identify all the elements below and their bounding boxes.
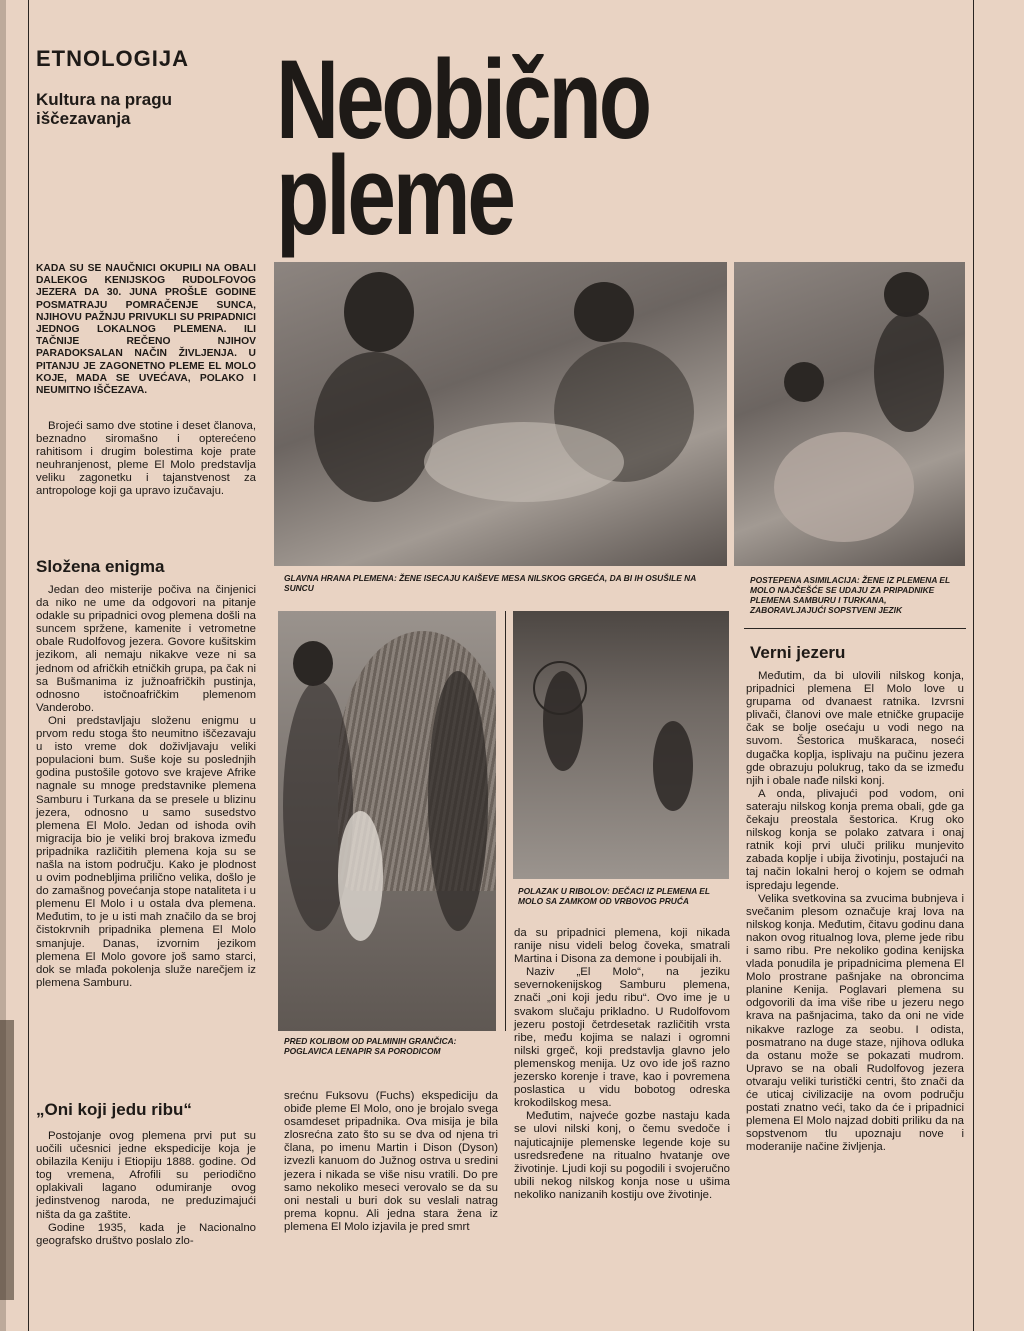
left-margin-rule — [28, 0, 29, 1331]
headline — [276, 37, 713, 258]
photo-chief-with-family — [278, 611, 496, 1031]
caption-boys-photo: POLAZAK U RIBOLOV: DEČACI IZ PLEMENA EL MOLO SA ZAMKOM OD VRBOVOG PRUĆA — [518, 886, 710, 906]
caption-hut-photo: PRED KOLIBOM OD PALMINIH GRANČICA: POGLAVICA LENAPIR SA PORODICOM — [284, 1036, 457, 1056]
caption-main-photo: GLAVNA HRANA PLEMENA: ŽENE ISECAJU KAIŠEVE MESA NILSKOG GRGEĆA, DA BI IH OSUŠILE NA SUNCU — [284, 573, 696, 593]
headline-line-2: pleme — [276, 133, 513, 258]
right-margin-rule — [973, 0, 974, 1331]
col2-paragraph-1: srećnu Fuksovu (Fuchs) ekspediciju da obiđe pleme El Molo, ono je brojalo svega osamdeset pripadnika. Ova misija je bila zlosrećna zato što su se dva od njena tri člana, po imenu Martin i Dison (Dyson) izvezli kanuom do Južnog ostrva u sredini jezera i nikada se više nisu vratili. Do pre samo nekoliko meseci verovalo se da su oni nestali u buri dok su veslali natrag prema kopnu. Ali jedna stara žena iz plemena El Molo izjavila je pred smrt — [284, 1090, 498, 1233]
subhead-verni-jezeru: Verni jezeru — [750, 643, 846, 662]
intro-paragraph: Brojeći samo dve stotine i deset članova, beznadno siromašno i opterećeno rahitisom i drugim bolestima koje prate neuhranjenost, pleme El Molo predstavlja veliku zagonetku i tajanstvenost za antropologe koji ga upravo izučavaju. — [36, 420, 256, 498]
col1-body — [36, 584, 256, 990]
col3-paragraph-1: da su pripadnici plemena, koji nikada ranije nisu videli belog čoveka, smatrali Martina i Disona za demone i poubijali ih. — [514, 927, 730, 966]
col1-intro — [36, 420, 256, 499]
photo-boys-fishing — [513, 611, 729, 879]
col4-paragraph-2: A onda, plivajući pod vodom, oni sateraju nilskog konja prema obali, gde ga čekaju preostala šestorica. Krug oko nilskog konja se polako zatvara i onaj ratnik koji prvi uluči priliku munjevito zabada koplje i ubija životinju, postajući na taj način lokalni heroj o kojem se odmah ispredaju legende. — [746, 787, 964, 892]
subhead-oni-koji-jedu-ribu: „Oni koji jedu ribu“ — [36, 1100, 192, 1119]
col1-paragraph-2: Oni predstavljaju složenu enigmu u prvom redu stoga što neumitno iščezavaju u isto vreme dok doživljavaju veliki populacioni bum. Suše koje su poslednjih godina pustošile gotovo sve krajeve Afrike nagnale su mnoge predstavnike plemena Samburu i Turkana da se presele u blizinu jezera, odnosno u samo susedstvo plemena El Molo. Jedan od ishoda ovih migracija bio je veliki broj brakova između pripadnika različitih plemena koja su se našla na istom području. Kako je plodnost u ovim podnebljima prilično velika, došlo je do zamašnog povećanja stope nataliteta i u plemenu El Molo i u ostala dva plemena. Međutim, to je u isti mah značilo da se broj čistokrvnih pripadnika plemena El Molo smanjuje. Danas, izvornim jezikom plemena El Molo govore još samo starci, dok se mlađa pokolenja služe narečjem iz plemena Samburu. — [36, 714, 256, 989]
col3-paragraph-2: Naziv „El Molo“, na jeziku severnokenijskog Samburu plemena, znači „oni koji jedu ribu“. Ovo ime je u svakom slučaju prikladno. U Rudolfovom jezeru postoji četrdesetak različitih vrsta ribe, među kojima se nalazi i ogromni nilski grgeč, koji predstavlja glavno jelo plemenskog menija. Uz ovo ide još razno jezersko korenje i trave, kao i povremena poslastica u vidu bobotog odreska krokodilskog mesa. — [514, 966, 730, 1110]
caption-rule — [744, 628, 966, 629]
binding-strip-upper — [0, 0, 6, 1331]
col1-paragraph-1: Jedan deo misterije počiva na činjenici da niko ne ume da odgovori na pitanje odakle su pripadnici ovog plemena došli na suncem sprženе, kamenite i vetrometne obale Rudolfovog jezera. Govore kušitskim jezikom, ali nemaju nikakve veze ni sa jednom od afričkih etničkih grupa, pa čak ni sa Bušmanima iz južnoafričkih pustinja, odnosno istočnoafričkim plemenom Vanderobo. — [36, 584, 256, 714]
lede: KADA SU SE NAUČNICI OKUPILI NA OBALI DALEKOG KENIJSKOG RUDOLFOVOG JEZERA DA 30. JUNA PROŠLE GODINE POSMATRAJU POMRAČENJE SUNCA, NJIHOVU PAŽNJU PRIVUKLI SU PRIPADNICI JEDNOG LOKALNOG PLEMENA. ILI TAČNIJE REČENO NJIHOV PARADOKSALAN NAČIN ŽIVLJENJA. U PITANJU JE ZAGONETNO PLEME EL MOLO KOJE, MADA SE UVEĆAVA, POLAKO I NEUMITNO IŠČEZAVA. — [36, 263, 256, 397]
col3-paragraph-3: Međutim, najveće gozbe nastaju kada se ulovi nilski konj, o čemu svedoče i najuticajnije plemenske legende koje su usredsređene na ritualno hvatanje ove životinje. Ljudi koji su pogodili i svojeručno ubili nekog nilskog konja nose u ušima nekoliko nanizanih kostiju ove životinje. — [514, 1110, 730, 1201]
photo-women-cutting-fish — [274, 262, 727, 566]
subhead-slozena-enigma: Složena enigma — [36, 557, 165, 576]
col4-paragraph-1: Međutim, da bi ulovili nilskog konja, pripadnici plemena El Molo love u grupama od dvanaest ratnika. Izvrsni plivači, članovi ove male etničke grupacije čak se bolje osećaju u vodi nego na suvom. Šestorica muškaraca, noseći dugačka koplja, isplivaju na pučinu jezera gde obrazuju polukrug, tako da se između njih i obale nađe nilski konj. — [746, 670, 964, 787]
col4-body — [746, 670, 964, 1154]
kicker: Kultura na pragu iščezavanja — [36, 90, 173, 128]
photo-samburu-women — [734, 262, 965, 566]
col4-paragraph-3: Velika svetkovina sa zvucima bubnjeva i svečanim plesom označuje kraj lova na nilskog konja. Međutim, čitavu godinu dana nakon ovog ritualnog lova, pleme jede ribu i samo ribu. Pre nekoliko godina kenijska vlada ponudila je pripadnicima plemena El Molo prostrane pašnjake na obroncima planine Kenija. Poglavari plemena su odgovorili da ima više ribe u jezeru nego krava na pašnjacima, tako da oni ne vide nikakve razloge za seobu. I odista, posmatrano na duge staze, njihova odluka da ostanu može se pokazati mudrom. Upravo se na obali Rudolfovog jezera otvaraju veliki turistički centri, što znači da će uticaj civilizacije na ovom području postati znatno veći, tako da će i pripadnici plemena El Molo najzad dobiti priliku da na sopstvenom tlu upoznaju nove i moderanije načine življenja. — [746, 892, 964, 1154]
col1-paragraph-4: Godine 1935, kada je Nacionalno geografsko društvo poslalo zlo- — [36, 1221, 256, 1247]
photo-divider — [505, 611, 506, 1031]
col1-body-end — [36, 1130, 256, 1248]
caption-right-photo: POSTEPENA ASIMILACIJA: ŽENE IZ PLEMENA EL MOLO NAJČEŠĆE SE UDAJU ZA PRIPADNIKE PLEMENA SAMBURU I TURKANA, ZABORAVLJAJUĆI SOPSTVENI JEZIK — [750, 575, 950, 615]
col3-body — [514, 927, 730, 1202]
col1-paragraph-3: Postojanje ovog plemena prvi put su uočili učesnici jedne ekspedicije koja je obilazila Keniju i Etiopiju 1888. godine. Od tog vremena, Afrofili su periodično oplakivali lagano odumiranje ovog jedinstvenog naroda, ne preduzimajući ništa da ga zaštite. — [36, 1130, 256, 1221]
section-label: ETNOLOGIJA — [36, 46, 190, 71]
col2-body — [284, 1090, 498, 1234]
headline-line-1: Neobično — [276, 37, 650, 162]
